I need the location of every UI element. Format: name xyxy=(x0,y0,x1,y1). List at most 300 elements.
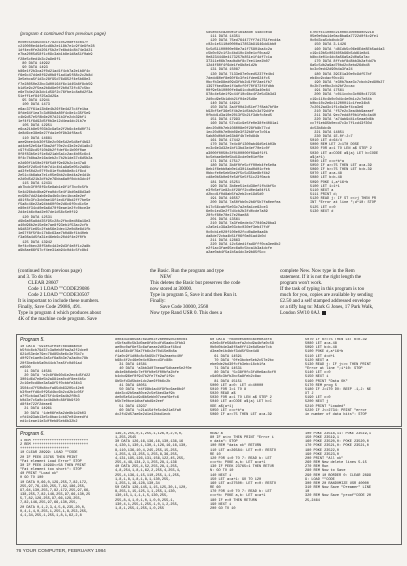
article-line: NEW xyxy=(160,274,172,281)
listing-line: bc3c0ed42d90b4a3fa24 xyxy=(310,68,353,73)
listing-line: 10 CLEAR 28999: LOAD ""CODE xyxy=(20,451,78,456)
listing-line: 5140 LET c=0 xyxy=(305,371,331,376)
listing-line: 37311e06b7eadbdbf8c7ee11ee2b07 xyxy=(206,60,270,65)
listing-line: 170 DATA 7e4c8f1300ab46d5e1b03b xyxy=(206,143,277,148)
listing-line: 3e5ebca5f1d3c28f95d76d952f4e5b68e3 xyxy=(18,78,91,83)
listing-line: 4e8d6ce38e6e27fda1e0f9b3df8ac5 xyxy=(18,132,82,137)
listing-line: 310 REM Now Save "Dreamer" LINE xyxy=(305,486,371,491)
listing-line: e2f1ac3fae65ec6a0c5bca1b3a4dcfe xyxy=(206,247,272,252)
listing-line: 150 DATA 3a4f00d2d51ef7f8ab7bf8e xyxy=(206,105,279,110)
listing-line: 1e67f8f5f8c17b8c63ae7b0d8bf1b40eb xyxy=(18,232,89,237)
listing-line: 170 DATA 8ffcbf8d8bb3b2afdd7b xyxy=(310,60,376,65)
listing-line: 200 PRINT "All ok" xyxy=(305,456,344,461)
listing-line: 6e0c1ed3e2f7d4cb2b3fd0cde7a89 xyxy=(206,209,268,214)
listing-line: 80 DATA 14992 xyxy=(18,61,50,66)
listing-line: dde3cd2b5ea80ce2c5e5bed3af9b xyxy=(115,392,175,397)
listing-line: RE 10 xyxy=(210,452,221,457)
listing-line: 5130 NEXT d xyxy=(310,209,334,214)
listing-line: f28e5c0ed1b3c2a9e8f1 xyxy=(18,57,61,62)
listing-line: d0b4d3cab5da7b93eb3f2beeb9d5cb0cb4 xyxy=(115,338,188,342)
listing-line: 300 REM 20 RANDOMIZE USR 40000 xyxy=(305,481,369,486)
listing-line: 97,64,130,255,7,82,172,255,97,66, xyxy=(20,488,91,493)
listing-line: 31 DATA 14581 xyxy=(115,362,147,367)
listing-line: f1a0c9f1d08c8c5b95b7f9a2eaebc40f xyxy=(115,354,184,359)
listing-line: 211 DATA 9ec7edd8f0b1fe8c4a40 xyxy=(310,114,376,119)
listing-line: 8fde64f1ea7c3d09b8a80f4c8e1c35f5e9 xyxy=(18,111,91,116)
listing-line: b68c4f2c46e0e4c03becd3fc88b xyxy=(115,358,173,363)
article-line: 4K of the machine code program. Save xyxy=(18,316,97,323)
listing-line: 0fbdd1d3a10e2013f5b21f3dbfc8ed5 xyxy=(206,114,272,119)
listing-line: 120 FOR i=0 TO 7: READ b: LET xyxy=(210,456,272,461)
listing-line: 5050 IF a>=75 THEN LET a=a-39 xyxy=(310,164,372,168)
article-line: Type in program 4 which produces about xyxy=(18,310,101,317)
article-line: London SW10 0AJ. xyxy=(280,310,398,316)
listing-line: 5125 LET c=0 xyxy=(310,205,336,210)
program-5-title: Program 5. xyxy=(20,337,45,343)
listing-line: c5b0c02c1f2c4bd10c1b0e1cf0cad2 xyxy=(206,51,270,56)
listing-line: 20 DATA 'e2c8f6b60d1e2ec4d5fd22 xyxy=(20,374,91,379)
listing-line: 255,8,4,1,0,1,0,1,0,0,255,1, xyxy=(115,498,175,503)
article-column-1 xyxy=(18,268,130,332)
listing-line: 220 DATA 12c5ded1fad9fff0ca3ee8b2 xyxy=(206,242,281,247)
listing-line: 5220 IF J<>2734: PRINT "error xyxy=(305,408,367,413)
listing-line: c=c+b: POKE a,b: LET a=a+1 xyxy=(210,461,266,466)
listing-line: in number of data bits": STOP xyxy=(305,412,367,417)
listing-line: 5111 PRINT d; xyxy=(310,193,338,198)
listing-line: 30 DATA 126,16,136,16,130,136,16 xyxy=(115,440,184,445)
listing-line: 150 POKE 23519,1 xyxy=(305,436,340,441)
listing-line: 5090 POKE 1,a*16+b xyxy=(310,180,349,185)
listing-line: 3001d6d7e8e5b2a981ea0cdf8ee4b5c xyxy=(20,378,86,383)
listing-line: c=c+b: POKE a,b: LET a=a+1 xyxy=(210,494,266,499)
listing-line: f6e6c47d4e8f62d0b8f1ad1a5f88c2c2b8d xyxy=(18,74,93,79)
listing-line: e6e7b4e21b3dc1d59f2c76fbe1c8a0d2f3a xyxy=(18,90,93,95)
listing-line: 290 REM 10 BORDER 0: CLEAR 2899 xyxy=(305,473,371,478)
article-line: This deletes the Basic but preserves the code xyxy=(150,280,241,287)
listing-line: 200 GO TO 10 xyxy=(210,506,236,511)
listing-line: ae0bc0af6ef3c6afaeae2d03caf48cd xyxy=(115,346,181,351)
listing-line: b17c56cabf5e03c7a2e8a1ce62ce3 xyxy=(206,205,268,210)
listing-line: ODE a$(a+1) xyxy=(210,404,234,409)
listing-line: 5e4d26bdc8ba9fea0dc5e4f1bd0a68d3a0 xyxy=(18,190,91,195)
listing-line: 978c4e5de1f9c44f10c6bc4f2e5d3b3d3 xyxy=(206,93,277,98)
listing-line: 10 DATA 0,66,0,129,255,7,82,172, xyxy=(20,480,89,485)
listing-line: 1397fbed5be1f4a0cf0f70f873f4fdbb xyxy=(206,85,275,90)
listing-line: 9: LOAD ""CODE xyxy=(305,477,335,482)
listing-line: 5110 NEXT a xyxy=(310,188,334,193)
listing-line: 4,1,34,255,1,255,1,8,1,62,2,8 xyxy=(20,513,82,518)
listing-line: 0f4c7b8ba2e16a4eb2c7b2b1de37c6d5b2a xyxy=(18,157,93,162)
listing-line: 1ef4f1f6d92d5f0b3e12d4ea4dc21b7e xyxy=(18,119,87,124)
listing-line: ad4de52e54af3ba2df70e2c43e2e2d1a8c2 xyxy=(18,144,93,149)
listing-line: b0bc10c2e6c11200011c1fee34b8 xyxy=(310,101,370,106)
listing-line: 40 PRINT "Load ok" xyxy=(20,472,59,477)
listing-line: 5ab80d0b01e63b8f4b7e0d84b xyxy=(206,134,260,139)
article-line: and 3. To do this xyxy=(18,274,52,281)
listing-line: 2e51c4b6aba7e1c05e6bb2c8ed4a2e4d1b xyxy=(18,174,91,178)
listing-line: 5020 READ a$ xyxy=(210,392,236,397)
listing-line: 111 DATA 14351 xyxy=(206,35,241,40)
article-line: now stored at 30000. xyxy=(150,286,193,293)
listing-line: f5a8c46e22a94bb60f0e2d6c6f0cd1c5e xyxy=(18,203,89,208)
listing-line: 2d4e1b6c0ad2e07de1d58c5e0f19 xyxy=(18,211,78,216)
listing-line: e7ba2005d58f1c09c3ab1b8e1d8a51f0ab9 xyxy=(18,53,93,58)
listing-line: a2ae0ab4f5a1b5a4dc3e9b85f5cc xyxy=(206,251,266,256)
listing-line: 5040 LET c=c+b*a xyxy=(310,159,345,164)
listing-line: 60 DATA 'fbdb0e5b0bcacebe28f8 xyxy=(210,338,272,342)
listing-line: 10 xyxy=(305,490,310,495)
listing-line: c97fd39cd5f10b9b2ffdef6c1b00f0ae xyxy=(18,149,87,154)
article-line: (continued from previous page) xyxy=(18,268,82,274)
listing-line: 5010 LET d=64/4 xyxy=(310,139,342,144)
listing-line: 190 DATA 3b8ee51e4d38ef1fb4bf5c xyxy=(206,184,277,189)
listing-line: 100 DATA 1473 xyxy=(18,103,50,108)
listing-line: d41a56c8f76a7fb6c2e70d15e8b8a xyxy=(115,350,177,355)
listing-line: 150 LET a=a+1: GO TO 120 xyxy=(210,477,262,482)
listing-line: 1,255,4,13,255,1,255,8,36,255, xyxy=(115,452,179,457)
listing-line: 191 DATA 16557 xyxy=(206,197,241,202)
listing-line: 8eb1f8ebb0ab0e1d3014ad0d01cfeb xyxy=(206,168,270,173)
article-line: £2.50 and a self stamped addressed envelope xyxy=(280,298,371,305)
listing-line: 0c0d3ca5cbdbdc3f xyxy=(310,39,345,44)
listing-line: 1,8,1,8,1,8,1,8,1,130,255, xyxy=(115,477,171,482)
listing-line: 0 GO TO 100 xyxy=(20,476,44,481)
listing-line: 5030 LET a=CODE a$(a) LET b=CODE xyxy=(310,151,379,156)
listing-line: dec20d0b7eb108008e0f28fb8b77cd xyxy=(206,126,270,131)
listing-line: e2e6c8fe56d8cefa2cbd9a4bfa0c58 xyxy=(210,342,274,347)
listing-line: 5010 FOR I=1 TO 8 xyxy=(210,387,247,392)
listing-line: 180 POKE 23522,0 xyxy=(305,448,340,453)
listing-line: 110 LET a=26584: LET e=0: RESTO xyxy=(210,448,276,453)
listing-line: 190 NEXT i xyxy=(210,502,232,507)
listing-line: 136,4,255,0,1,255,1,126,0,2,0,0, xyxy=(115,432,184,436)
listing-line: 100 POKE 23518,11: POKE 23519,1 xyxy=(305,432,371,436)
listing-line: b5b7e0bce1dbafabd9e2eef xyxy=(115,400,164,405)
listing-line: 5020 FOR a=1 TO LEN a$ STEP 2 xyxy=(310,147,372,152)
listing-line: 21 DATA 14961 xyxy=(20,407,52,412)
listing-line: 221 DATA 14851 xyxy=(310,130,345,135)
article-line: statement. If it is not the right length the xyxy=(280,274,362,281)
listing-line: 0f8f83b5e1f1e8d21ab5a1c2ac4b05c6c4 xyxy=(18,153,91,158)
listing-line: 4,130,1,130,1,130,1,126,16,16,130, xyxy=(115,444,188,449)
listing-line: 255,4,49,134,2,1,255,28,1,136 xyxy=(115,461,177,466)
listing-line: d81f8c3fc3cb0ae19f1ed1f8bd2ff7be5e xyxy=(18,198,91,203)
listing-line: 1df4ec0fe2d201f5b2e7e6bd4c8b74e3d21 xyxy=(18,49,93,54)
listing-line: 1,8,1,255,1,255,1,0,255 xyxy=(115,506,164,511)
listing-line: 40 DATA 'a3bb3d07beaaf5dbaee5e2f0e xyxy=(115,367,192,372)
listing-line: 5070 LET a=a-48 xyxy=(310,172,342,177)
article-line: CLEAR 28607 xyxy=(28,280,59,287)
listing-line: aee9bee4cb30f58e2c06e5d2e5d8ef4b92 xyxy=(18,140,91,145)
listing-line: 0e8234448e4173257b851e1f4df7c1a xyxy=(206,55,272,60)
listing-line: 61 DATA 14591 xyxy=(210,354,242,359)
listing-line: 5070 IF b>=75 THEN LET b=b-39 xyxy=(305,338,367,342)
listing-line: e2d0d5d21b2dfb2e76bba6a0f0dcb3dc4f xyxy=(18,178,91,183)
listing-line: ab7bdc3f0f8f6c5e8ab1e9f1f7bc0c5fb xyxy=(18,186,89,191)
listing-line: 130,4,1,255,1,255,1,0,1,2,255, xyxy=(115,502,179,507)
article-line: It is important to include these numbers. xyxy=(18,298,100,305)
listing-line: 2d0cd9e5b1dbb21f04e25d8e xyxy=(206,97,258,102)
listing-line: 80 IF a<>c THEN PRINT "Error i xyxy=(210,436,274,441)
listing-line: ec3c6e3d32e1bf13bd3e4ef70e1c0f xyxy=(206,147,270,152)
listing-line: 120 DATA 75ed764477ff7d1751fecd4a xyxy=(206,39,281,44)
listing-line: 200 DATA 7a50fbb0c2b6f5b7fa0eefea xyxy=(206,201,281,206)
article-column-2 xyxy=(150,268,262,332)
listing-line: c2a5e1c39a3e03cbc030ef3eb47fdf xyxy=(206,226,270,231)
listing-line: b92bf5ef36e5f4b2e1d5bb2c3d79d4fe xyxy=(206,109,275,114)
listing-line: c5bfad0c5b3d0ae8fd0cdfd5aabc3fbb3 xyxy=(115,342,186,347)
listing-line: 0bbcfe0e5eb5be2f5c5d35be8bf4b2 xyxy=(206,172,270,177)
article-line: Save Code 30000, 2568 xyxy=(160,304,209,311)
listing-line: 160 DATA 'd8Cdb5c06e8Ede8Eb5ad4a3 xyxy=(310,47,385,52)
listing-line: d0f97e1ae0c2a5cf6a8b3e7a2adbc78b xyxy=(20,357,89,362)
listing-line: RE 60 xyxy=(210,486,221,491)
listing-line: 5100 LET 1=1+1 xyxy=(310,184,340,189)
listing-line: 191 DATA 17561 xyxy=(310,89,345,94)
listing-line: 181 DATA 15251 xyxy=(206,180,241,185)
listing-line: b3fbeffd6c0f95d4bc6b2cd2b1c05f xyxy=(20,390,84,395)
listing-line: e6ca21b8e5f03b3c9a5e2f2b6c4e8d0f71 xyxy=(18,128,91,133)
listing-line: 5120 READ j: IF ST c<>j THEN PR xyxy=(310,197,376,202)
listing-line: 125 DATA 13942 xyxy=(18,240,53,245)
listing-line: ad3fe50d2c07f0c81efbdbb8e8c1f8cd xyxy=(18,169,87,174)
listing-line: 220 DATA 'a74ab9d41c5eaa0d6b xyxy=(310,118,374,123)
listing-line: c19c110c4b0c0d4c4e0b1c2c7e84b xyxy=(310,97,372,102)
listing-line: 4,131,195,126,131,156,122,45,255, xyxy=(115,456,186,461)
listing-line: 4,8,254,1,8,1,62,2,255,4,255,4, xyxy=(115,469,181,474)
listing-line: 270 REM Run xyxy=(305,465,329,470)
listing-line: a40d96b2e15e6e7ae8f93eb1f53ac2cfb xyxy=(18,223,89,228)
listing-line: ec0ec5c5d5cdc1f7d2c105208ef4cb47f xyxy=(18,41,89,45)
listing-line: c02c1e5110d0000a17853b91946dd1bb0 xyxy=(206,43,277,48)
listing-line: 3504cd7f50b8bcfa65db63205c42e0 xyxy=(20,386,84,391)
listing-line: e2d60f1b50e2f6f5d0f9e92b2c1e47a8 xyxy=(18,161,87,166)
listing-line: 5c5d51100000e08e7a1f75801ba4c2a xyxy=(206,47,272,52)
listing-line: ed1c1eae11e3df0eb85eb6b32b2 xyxy=(20,419,78,424)
listing-line: 5080 LET a=a-48 xyxy=(305,342,337,347)
listing-line: 51eff1ef84f25a3d29a xyxy=(18,95,59,100)
article-line: If the task of typing in this program is too xyxy=(280,286,365,293)
listing-line: 20 IF PEEK 23765 THEN PRINT xyxy=(20,455,78,460)
listing-line: 230 DATA 1E-0f:J=7 xyxy=(310,134,353,139)
listing-line: 5,7,82,126,255,97,66,129,255, xyxy=(20,497,82,502)
listing-line: 0b0d0b4e3a8f8a0ff12e8d5ede7cb xyxy=(210,346,272,351)
listing-line: b5fdc8cb79d37c3a0eb8fba2a2f2dce0 xyxy=(20,349,89,354)
article-line: Type in program 5, Save it and then Run it. xyxy=(150,292,238,299)
listing-line: 0,4,1,4,0,255,1,255,1,8,253,255, xyxy=(20,509,89,514)
listing-line: de0d5e5d1cd9d6b5ebb07ceaf6efc6 xyxy=(115,396,179,401)
listing-line: 5030 FOR a=1 TO LEN a$ STEP 2 xyxy=(210,396,272,401)
listing-line: e80e4f34cd0e6a6d70f6eae1e2fc0bce3e xyxy=(18,207,91,212)
listing-line: 160 DATA 57cd1c9e5fe0e38fe4081a1 xyxy=(206,122,279,127)
listing-line: b86e1f2b3ca2f0d21ad1f4cb7a2e1b8f4c xyxy=(18,70,91,75)
listing-line: d3ea0e1b4bbf3dd5f5be4d8 xyxy=(210,350,259,355)
listing-line: 30 IF PEEK 24999<>58 THEN PRINT xyxy=(20,463,86,468)
program-4-listing-far-right xyxy=(310,31,402,264)
listing-line: d2bcd1f0d8ab5fa2eb2ce19d5d0 xyxy=(206,193,264,198)
listing-line: 5000 REM LET J=1T0 DOSE xyxy=(310,143,359,148)
listing-line: 5130 READ j: IF j<>c THEN PRINT xyxy=(305,362,371,367)
listing-line: 5060 IF b>=75 THEN LET b=b-39 xyxy=(310,168,372,173)
article-line: Code 1 LOAD ""CODE29086 xyxy=(28,286,90,293)
article-line: Code 2 LOAD ""CODE30507 xyxy=(28,292,90,299)
article-line: the Basic. Run the program and type xyxy=(150,268,224,274)
listing-line: 05e0e0da14e0acBba6a7722d0f4c9fe1 xyxy=(310,35,379,40)
program-6-title: Program 6. xyxy=(20,431,45,437)
listing-line: 80 DATA '5c38f0fc3fd0e6ac8cf0 xyxy=(210,371,276,376)
listing-line: 5050 LET c=c+b*a xyxy=(210,408,245,413)
listing-line: 25,2464 xyxy=(305,498,320,503)
listing-line: ec98b7dd24ab6e9a4b6c4ec1bca6e2ef xyxy=(18,194,87,199)
listing-line: 131 DATA 15087 xyxy=(206,68,241,73)
listing-line: 5170 REM prog 5 xyxy=(305,383,337,388)
listing-line: 210 DATA 7a3fe6ede4c77040a28ba3 xyxy=(206,222,277,227)
listing-line: 0ef4c0bec28f5b0c4d2e9d3f4e8f1c2a8b xyxy=(18,244,91,249)
listing-line: dc53b8dc4b xyxy=(310,126,332,131)
listing-line: da8de72cba4b51f06f0a01ad1b0d xyxy=(206,234,266,239)
listing-line: 00f9e5b10000fe8a61cdbd03a40e84 xyxy=(206,89,270,94)
listing-line: 20fcf80e70e17e20ae88 xyxy=(206,213,249,218)
listing-line: 7dedd60ef8e60f6c3fe1fdee624fc5 xyxy=(206,76,270,81)
end-of-article-mark xyxy=(322,311,326,315)
listing-line: c9d08c3bfb2bc5a8feb2c8ac xyxy=(210,375,262,380)
listing-line: 151 DATA 17993 xyxy=(206,118,241,123)
listing-line: eb4bc9cdacf0cc91 xyxy=(310,76,345,81)
article-line: Now type Rand USR 0. This does a xyxy=(150,310,222,317)
listing-line: 171 DATA 17517 xyxy=(206,159,241,164)
listing-line: 81 DATA 15151 xyxy=(210,379,242,384)
listing-line: 51 DATA 13937 xyxy=(115,404,147,409)
listing-line: b4cbd96ef0f9d7b2fe7fa2af1f9c xyxy=(115,375,175,380)
article-column-3 xyxy=(280,268,398,332)
listing-line: 7,82,146,255,97,66,130,255, xyxy=(20,501,78,506)
listing-line: 160 LET a=27500: LET e=0: RESTO xyxy=(210,481,276,486)
listing-line: 71 DATA 14531 xyxy=(210,367,242,372)
program-5-box xyxy=(16,334,402,427)
listing-line: 9b5bfd3d5bde1dc2ae6f0b6c2b xyxy=(115,379,171,384)
article-line: complete New. Now type in the Rem xyxy=(280,268,355,274)
listing-line: 2c16e0cd8be3a5a9f5f0cbbfe34b3 xyxy=(20,382,82,387)
listing-line: 130 IF PEEK 23765=1 THEN RETUR xyxy=(210,465,274,470)
listing-line: 1,255,2545 xyxy=(115,436,137,441)
listing-line: "Fat element Load Error" STOP xyxy=(20,459,82,464)
listing-line: 20f3be8cb5a0b44cb7ea5fc0d01ad xyxy=(20,361,82,366)
listing-line: 280 REM Now to Save xyxy=(305,469,346,474)
listing-line: 8b9e5f2d5c6fde7d1c4b1a9a5e05c2a89c xyxy=(18,165,91,170)
listing-line: 5200 NEXT j xyxy=(305,400,329,405)
listing-line: 8,110,136,10,4,245,255,15,255, xyxy=(115,448,179,453)
listing-line: 5160 PRINT "Data OK" xyxy=(305,379,348,384)
listing-line: e3fb5ef1e82c4f28ff2cd0e4a04f15 xyxy=(206,188,270,193)
listing-line: 8,255,1,15,125,1,1,255,1,130, xyxy=(115,490,177,495)
program-6-box xyxy=(16,428,402,545)
listing-line: N: GO TO 10 xyxy=(210,469,234,474)
listing-line: 170 FOR i=0 TO 7: READ b: LET xyxy=(210,490,272,495)
program-6-column-3 xyxy=(210,432,302,542)
listing-line: 130,15,1,1,1,1,5,130,255, xyxy=(115,494,169,499)
listing-line: c210000e4d4e5cd6b2e118b7e1c9f4e9fe28 xyxy=(18,45,95,50)
listing-line: E7HcfE1100bc2100bc3000bd0c9218 xyxy=(310,31,374,35)
program-5-column-4 xyxy=(305,338,399,424)
listing-line: 5100 POKE d,a*16+b xyxy=(305,350,344,355)
listing-line: d8f4e722f2deae6 xyxy=(20,403,52,408)
listing-line: 105 DATA 12951 xyxy=(18,124,53,129)
listing-line: 260 REM New delete lines 5-15 xyxy=(305,461,367,466)
continued-label-top: (program 4 continued from previous page) xyxy=(20,31,106,36)
listing-line: 138,255,7,82,146,255,97,66,130,25 xyxy=(20,493,91,498)
listing-line: 7c2012ad3c1f1c8a3ef4ca3e6 xyxy=(310,105,364,110)
listing-line: ebe0de2bd30fcfb3ebc18cb1fa xyxy=(210,362,266,367)
listing-line: 11 DATA 14581 xyxy=(20,369,52,374)
listing-line: 70 DATA '0fe3bcbe5eb2c57e2bc xyxy=(210,358,274,363)
program-5-column-2 xyxy=(115,338,207,424)
listing-line: b1d5e9c2f5ea2b8d9e0f2b0d73fc87c5bc xyxy=(18,86,91,91)
listing-line: a3000f0050c3f0100000f09a8f1f1 xyxy=(206,151,268,156)
listing-line: 5090 LET b=b-48 xyxy=(305,346,337,351)
article-line: or a tiffy bag to: Mark G Jones, 17 Park Walk, xyxy=(280,304,374,311)
program-4-listing-right xyxy=(206,31,306,264)
article-line: program won't work. xyxy=(280,280,323,287)
listing-line: 190 DATA 'e30b7bae3c7cbcb2ed90b27 xyxy=(310,80,385,85)
listing-line: e8500 xyxy=(20,365,31,370)
listing-line: 130 DATA 7133e87e0ced5237fe4b4 xyxy=(206,72,275,77)
listing-line: 255,4,136,1,15,110,255,1,1,255, xyxy=(115,473,181,478)
listing-line: 180 DATA 3b8f0fe5cff00eb4fe5e0a xyxy=(206,164,277,168)
listing-line: +++++++++++++++++++++++ xyxy=(20,447,69,452)
listing-line: 140 DATA 14912 xyxy=(206,101,241,106)
listing-line: 1,255,1,16,128,130,34 xyxy=(115,481,160,486)
listing-line: 6a5c5db2a9ad70bd2c8ebd26dbd8 xyxy=(310,64,370,69)
listing-line: 150 DATA 3-1426 xyxy=(310,43,347,48)
listing-line: 180 IF e=0 THEN RETURN xyxy=(210,498,257,503)
listing-line: 0bcfb3e98ed09d3fbb2d1f0f2ae1fb7 xyxy=(206,80,272,85)
listing-line: 12d4f80f4f6de1fe9b8e1d2b xyxy=(206,64,258,69)
listing-line: 110 DATA 14681 xyxy=(18,136,53,141)
program-4-listing-left xyxy=(18,41,200,262)
listing-line: 60 DATA 'c21a15dfe5c4e21a5fa0 xyxy=(115,408,181,413)
listing-line: 210 DATA 'f57e2c3ea4bb9aeaef xyxy=(310,109,374,114)
listing-line: dc2fd2d57ae6e2d1e42bbd1ecb xyxy=(115,412,171,417)
listing-line: 0c2b7ce0bc2cb2bf2ccac xyxy=(310,85,355,90)
listing-line: db4e6b0de6c7ef0fb0e5f00bfa2bfe xyxy=(115,371,179,376)
listing-line: 170 POKE 23521,0: POKE 23521,0 xyxy=(305,444,369,449)
listing-line: 255,97,76,130,255,7,82,186,255, xyxy=(20,484,86,489)
listing-line: b0d3e7c5a0c1e4b9b0c88f8b9f20 xyxy=(20,399,80,404)
listing-line: 5080 LET b=b-48 xyxy=(310,176,342,181)
listing-line: d9b6a05a8dd35f95c28c2fbc8ed86a19e3 xyxy=(18,219,91,224)
listing-line: 20 DATA 0,1,2,3,4,5,6,235,20,0, xyxy=(20,505,86,510)
listing-line: "Error at line ";i*10: STOP xyxy=(305,367,363,372)
listing-line: 161 DATA 17442 xyxy=(206,139,241,144)
listing-line: 2 REM ++++++++++++++++++++++++++ xyxy=(20,443,89,448)
listing-line: 190 POKE 23523,0 xyxy=(305,452,340,457)
listing-line: cc7f1eb95b0ecd7c3c7f1cd43f30d xyxy=(310,122,372,127)
listing-line: 320 REM Now Save "proof"CODE 20 xyxy=(305,494,371,499)
listing-line: READ a xyxy=(210,432,223,436)
listing-line: 180 DATA 39CE1a30e0c9df57bf xyxy=(310,72,372,77)
listing-line: 621d53e4e79ec78d85b8e6c3e75b7c xyxy=(20,353,84,358)
listing-line: 5150 NEXT i xyxy=(305,375,329,380)
article-line: Finally, Save Code 29086, 491. xyxy=(18,304,82,311)
listing-line: 5190 LET c=0 xyxy=(305,396,331,401)
listing-line: 200 DATA 'c011ccbc3c060c47235 xyxy=(310,93,376,98)
listing-line: 120 DATA 12531 xyxy=(18,215,53,220)
listing-line: 41 DATA 18051 xyxy=(115,383,147,388)
listing-line: 5000 LET a=0: LET d=40000 xyxy=(210,383,264,388)
listing-line: a$(a+1) xyxy=(310,155,325,160)
listing-line: 95 DATA 12941 xyxy=(18,99,50,104)
listing-line: b9d83f1e65c2fab56e2dec12e0d8e8d1fb xyxy=(18,228,91,233)
